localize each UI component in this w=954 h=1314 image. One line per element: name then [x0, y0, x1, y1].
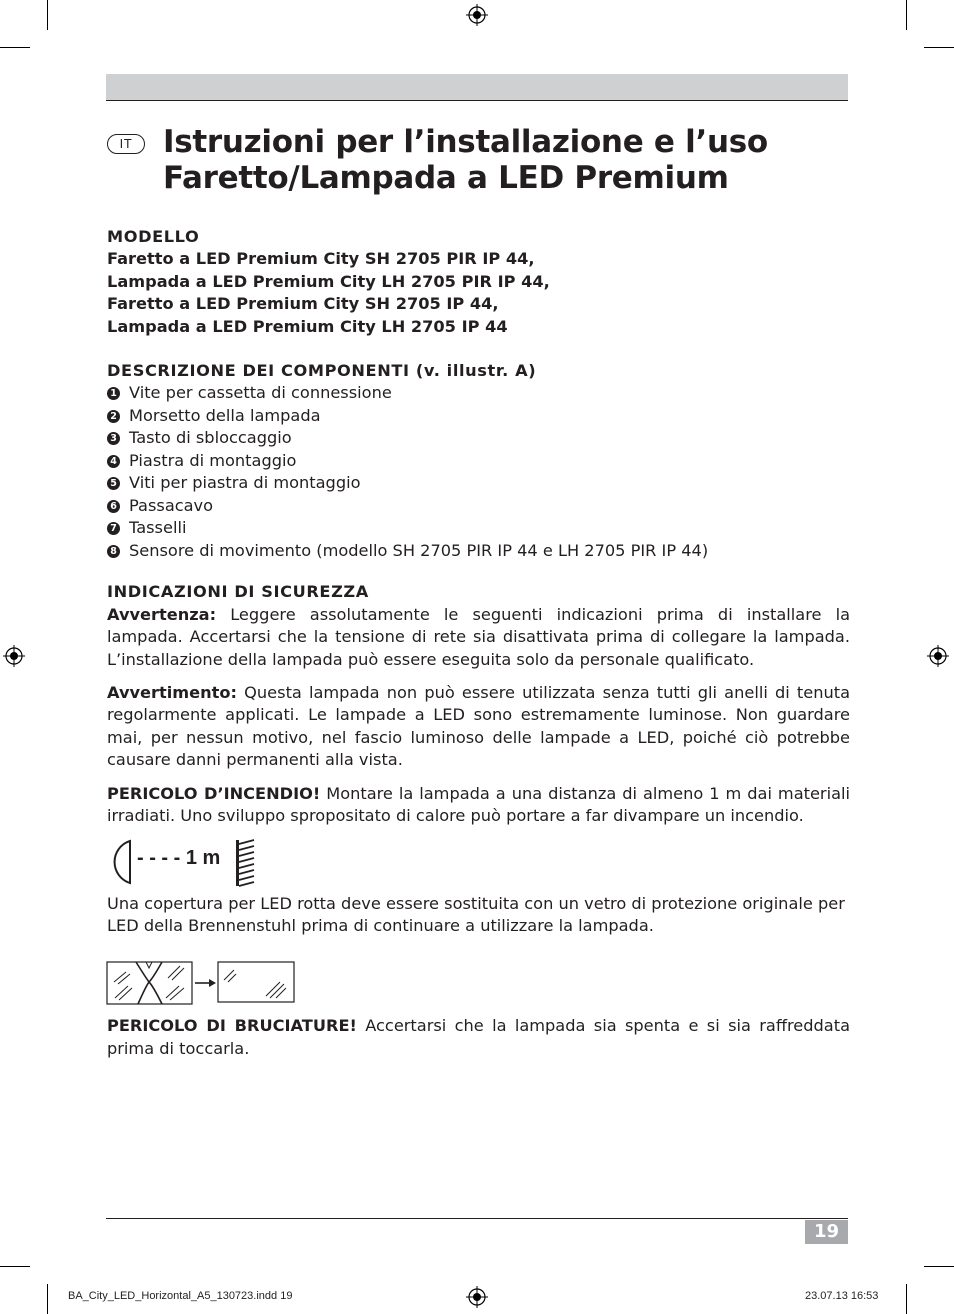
crop-mark — [0, 1266, 30, 1267]
main-content — [107, 226, 850, 1060]
list-item-label: Piastra di montaggio — [129, 450, 297, 470]
list-item — [107, 427, 850, 450]
crop-mark — [47, 1284, 48, 1314]
crop-mark — [906, 0, 907, 30]
glass-replacement-icon — [106, 958, 296, 1006]
page-title — [163, 124, 768, 196]
list-item-label: Passacavo — [129, 495, 214, 515]
caution-label: Avvertimento: — [107, 683, 238, 703]
caution-text: Questa lampada non può essere utilizzata senza tutti gli anelli di tenuta regolarmente applicati. Le lampade a LED sono estremamente luminose. Non guardare mai, per nessun motivo, nel fascio luminoso delle lampade a LED, poiché ciò potrebbe causare danni permanenti alla vista. — [107, 683, 850, 770]
list-item — [107, 450, 850, 473]
list-item-label: Viti per piastra di montaggio — [129, 473, 361, 493]
registration-mark-icon — [927, 645, 949, 667]
model-line: Faretto a LED Premium City SH 2705 IP 44, — [107, 294, 499, 314]
registration-mark-icon — [466, 4, 488, 26]
fire-hazard-label: PERICOLO D’INCENDIO! — [107, 783, 321, 803]
warning-label: Avvertenza: — [107, 604, 217, 624]
burn-hazard-label: PERICOLO DI BRUCIATURE! — [107, 1016, 357, 1036]
warning-text: Leggere assolutamente le seguenti indicazioni prima di installare la lampada. Accertarsi che la tensione di rete sia disattivata prima di collegare la lampada. L’installazione della lampada può essere eseguita solo da personale qualificato. — [107, 604, 850, 669]
number-badge: 8 — [107, 545, 120, 558]
led-cover-paragraph: Una copertura per LED rotta deve essere sostituita con un vetro di protezione originale per LED della Brennenstuhl prima di continuare a utilizzare la lampada. — [107, 893, 845, 935]
list-item-label: Morsetto della lampada — [129, 405, 321, 425]
header-bar — [106, 74, 848, 101]
list-item — [107, 540, 850, 563]
list-item — [107, 405, 850, 428]
registration-mark-icon — [466, 1286, 488, 1308]
caution-paragraph — [107, 682, 850, 772]
list-item — [107, 495, 850, 518]
warning-paragraph — [107, 604, 850, 671]
list-item — [107, 517, 850, 540]
components-list — [107, 382, 850, 562]
crop-mark — [924, 47, 954, 48]
language-badge: IT — [107, 134, 145, 154]
number-badge: 3 — [107, 432, 120, 445]
list-item — [107, 472, 850, 495]
fire-hazard-text: Montare la lampada a una distanza di almeno 1 m dai materiali irradiati. Uno sviluppo spropositato di calore può portare a far divampare un incendio. — [107, 783, 850, 826]
crop-mark — [906, 1284, 907, 1314]
slug-file-info: BA_City_LED_Horizontal_A5_130723.indd 19 — [68, 1290, 293, 1302]
model-line: Faretto a LED Premium City SH 2705 PIR IP 44, — [107, 249, 535, 269]
title-line: Istruzioni per l’installazione e l’uso — [163, 124, 768, 160]
list-item-label: Tasto di sbloccaggio — [129, 428, 292, 448]
number-badge: 7 — [107, 522, 120, 535]
burn-hazard-text: Accertarsi che la lampada sia spenta e si sia raffreddata prima di toccarla. — [107, 1016, 850, 1058]
section-heading-components: DESCRIZIONE DEI COMPONENTI (v. illustr. A) — [107, 361, 537, 381]
crop-mark — [0, 47, 30, 48]
distance-label: - - - - 1 m — [137, 847, 221, 869]
list-item-label: Vite per cassetta di connessione — [129, 383, 392, 403]
list-item — [107, 382, 850, 405]
number-badge: 2 — [107, 410, 120, 423]
crop-mark — [924, 1266, 954, 1267]
section-heading-safety: INDICAZIONI DI SICUREZZA — [107, 582, 369, 602]
model-line: Lampada a LED Premium City LH 2705 PIR IP 44, — [107, 271, 550, 291]
registration-mark-icon — [3, 645, 25, 667]
number-badge: 5 — [107, 477, 120, 490]
number-badge: 6 — [107, 500, 120, 513]
page-number: 19 — [805, 1220, 848, 1244]
model-line: Lampada a LED Premium City LH 2705 IP 44 — [107, 316, 508, 336]
title-line: Faretto/Lampada a LED Premium — [163, 160, 729, 196]
section-heading-model: MODELLO — [107, 227, 200, 246]
list-item-label: Tasselli — [129, 518, 187, 538]
burn-hazard-paragraph — [107, 1015, 850, 1060]
list-item-label: Sensore di movimento (modello SH 2705 PIR IP 44 e LH 2705 PIR IP 44) — [129, 540, 709, 560]
number-badge: 4 — [107, 455, 120, 468]
crop-mark — [47, 0, 48, 30]
number-badge: 1 — [107, 387, 120, 400]
footer-rule — [106, 1218, 848, 1219]
fire-hazard-paragraph — [107, 783, 850, 828]
slug-timestamp: 23.07.13 16:53 — [805, 1290, 879, 1302]
